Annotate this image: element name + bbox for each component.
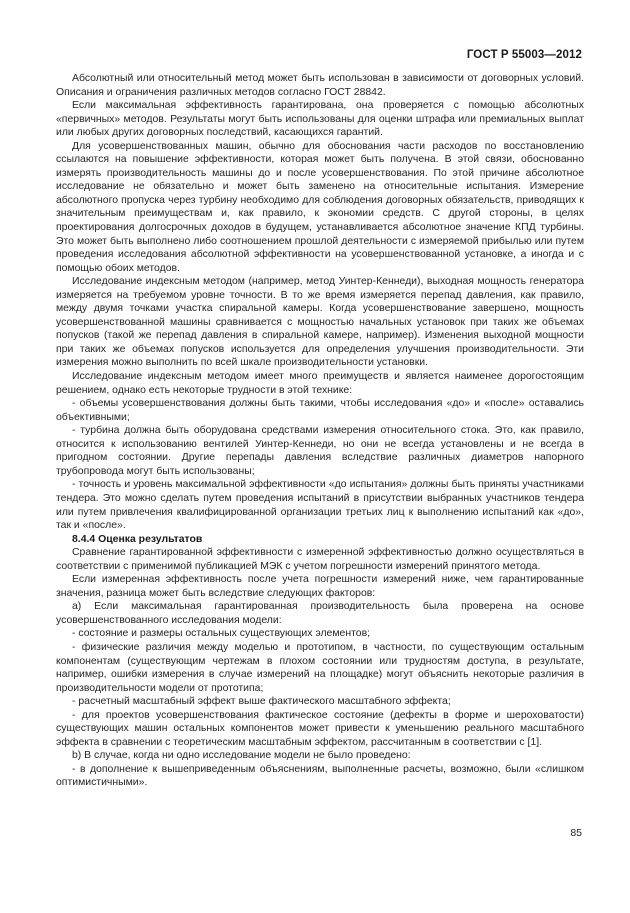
list-item: - в дополнение к вышеприведенным объяснениям, выполненные расчеты, возможно, были «слишком оптимистичными».	[56, 763, 584, 789]
paragraph: Абсолютный или относительный метод может быть использован в зависимости от договорных условий. Описания и ограничения различных методов согласно ГОСТ 28842.	[56, 73, 584, 98]
list-item: - для проектов усовершенствования фактическое состояние (дефекты в форме и шероховатости) существующих машин остальных компонентов может привести к уменьшению реального масштабного эффекта в сравнении с теоретическим масштабным эффектом, рассчитанным в соответствии с [1].	[56, 709, 584, 748]
standard-id: ГОСТ Р 55003—2012	[466, 49, 582, 61]
paragraph: Исследование индексным методом имеет много преимуществ и является наименее дорогостоящим решением, однако есть некоторые трудности в этой технике:	[56, 371, 584, 396]
page-number: 85	[570, 827, 582, 839]
page-body	[56, 72, 584, 790]
list-item: - турбина должна быть оборудована средствами измерения относительного стока. Это, как правило, относится к использованию вентилей Уинтер-Кеннеди, но они не всегда установлены и не всегда в пригодном состоянии. Другие перепады давления вследствие различных диаметров напорного трубопровода могут быть использованы;	[56, 425, 584, 477]
paragraph: Исследование индексным методом (например, метод Уинтер-Кеннеди), выходная мощность генератора измеряется на требуемом уровне точности. В то же время измеряется перепад давления, как правило, между двумя точками участка спиральной камеры. Когда усовершенствование завершено, мощность усовершенствованной машины сравнивается с мощностью начальных установок при таких же объемах попусков (такой же перепад давления в спиральной камере, например). Изменения выходной мощности при таких же объемах попусков используется для определения улучшения производительности. Эти измерения можно выполнить по всей шкале производительности установки.	[56, 276, 584, 369]
paragraph: Сравнение гарантированной эффективности с измеренной эффективностью должно осуществляться в соответствии с применимой публикацией МЭК с учетом погрешности измерений принятого метода.	[56, 547, 584, 572]
paragraph: Для усовершенствованных машин, обычно для обоснования части расходов по восстановлению ссылаются на повышение эффективности, которая может быть получена. В этой связи, обоснованно измерять производительность машины до и после усовершенствования. По этой причине абсолютное исследование не обязательно и может быть заменено на относительные испытания. Измерение абсолютного пропуска через турбину необходимо для соблюдения договорных обязательств, приводящих к значительным преимуществам и, как правило, к экономии средств. С другой стороны, в целях проектирования долгосрочных доходов в будущем, устанавливается абсолютное значение КПД турбины. Это может быть выполнено либо соотношением прошлой деятельности с измеряемой прибылью или путем проведения исследования абсолютной эффективности на усовершенствованной установке, а иногда и с помощью обоих методов.	[56, 140, 584, 274]
list-item: - расчетный масштабный эффект выше фактического масштабного эффекта;	[72, 696, 451, 708]
section-heading: 8.4.4 Оценка результатов	[72, 533, 203, 545]
paragraph: b) В случае, когда ни одно исследование модели не было проведено:	[72, 750, 411, 762]
paragraph: Если максимальная эффективность гарантирована, она проверяется с помощью абсолютных «первичных» методов. Результаты могут быть использованы для оценки штрафа или премиальных выплат или любых других договорных последствий, касающихся гарантий.	[56, 100, 584, 139]
list-item: - объемы усовершенствования должны быть такими, чтобы исследования «до» и «после» оставались объективными;	[56, 398, 584, 423]
paragraph: Если измеренная эффективность после учета погрешности измерений ниже, чем гарантированные значения, разница может быть вследствие следующих факторов:	[56, 574, 584, 599]
list-item: - состояние и размеры остальных существующих элементов;	[72, 628, 371, 640]
list-item: - точность и уровень максимальной эффективности «до испытания» должны быть приняты участниками тендера. Это можно сделать путем проведения испытаний в присутствии выбранных участников тендера или путем привлечения квалифицированной организации третьих лиц к выполнению испытаний как «до», так и «после».	[56, 479, 584, 532]
paragraph: а) Если максимальная гарантированная производительность была проверена на основе усовершенствованного исследования модели:	[56, 601, 584, 626]
list-item: - физические различия между моделью и прототипом, в частности, по существующим остальным компонентам (существующим чертежам в плохом состоянии или трудностям доступа, в результате, например, ошибки измерения в случае измерений на площадке) могут объяснить некоторые различия в производительности модели от прототипа;	[56, 641, 584, 694]
